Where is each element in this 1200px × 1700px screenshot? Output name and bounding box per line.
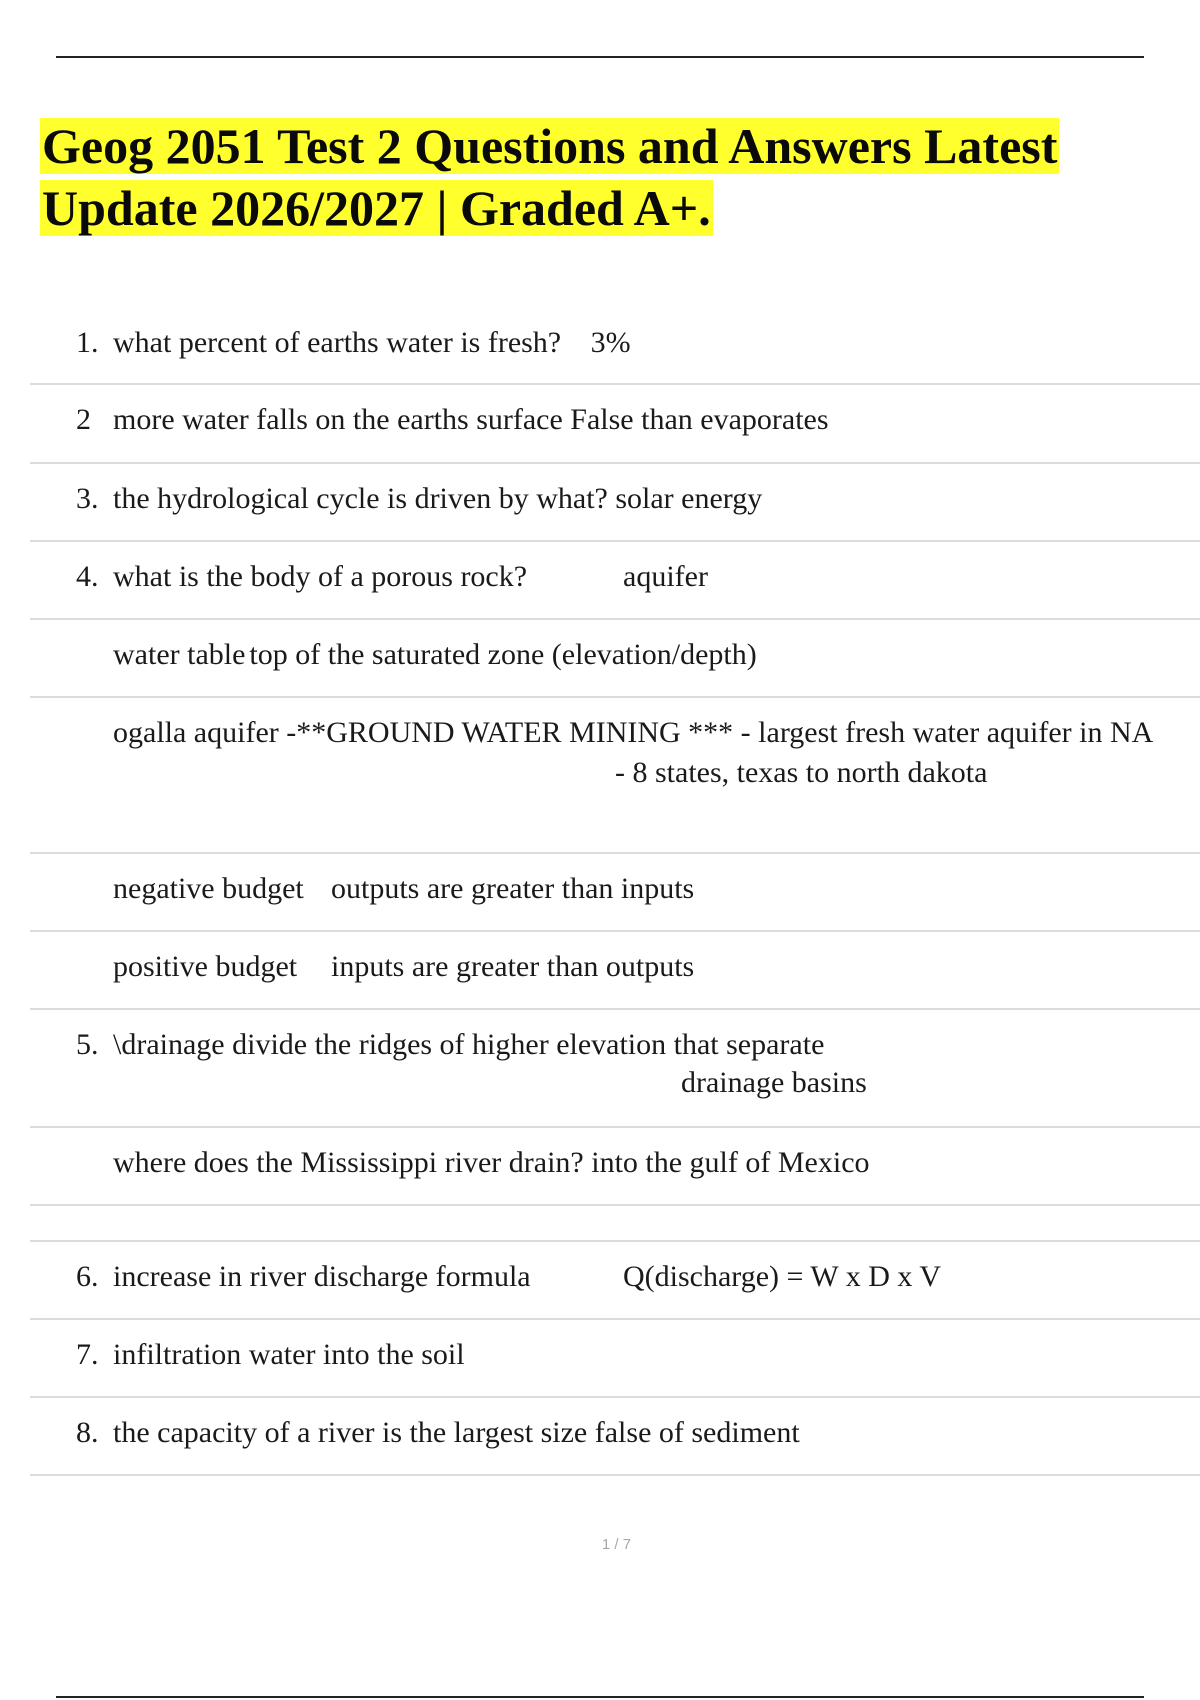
- qa-row-empty: [30, 1206, 1200, 1242]
- qa-row: [30, 932, 1200, 1010]
- term-text: positive budget: [113, 950, 298, 983]
- question-text-continued: of sediment: [658, 1416, 800, 1449]
- top-rule: [56, 56, 1144, 58]
- answer-text: solar energy: [615, 482, 763, 515]
- answer-text: false: [594, 1416, 652, 1449]
- question-number: 7.: [76, 1338, 99, 1371]
- term-text: ogalla aquifer -: [113, 716, 297, 749]
- definition-text: top of the saturated zone (elevation/depth): [249, 638, 757, 671]
- question-number: 2: [76, 403, 91, 436]
- question-number: 5.: [76, 1028, 99, 1061]
- question-text: what is the body of a porous rock?: [113, 560, 528, 593]
- question-number: 6.: [76, 1260, 99, 1293]
- answer-text: False: [570, 403, 634, 436]
- answer-text: aquifer: [623, 560, 708, 593]
- question-text: what percent of earths water is fresh?: [113, 326, 562, 359]
- qa-row: [30, 620, 1200, 698]
- question-number: 8.: [76, 1416, 99, 1449]
- qa-row: [30, 542, 1200, 620]
- question-number: 3.: [76, 482, 99, 515]
- qa-row: [30, 1242, 1200, 1320]
- question-text: where does the Mississippi river drain?: [113, 1146, 584, 1179]
- question-text: the capacity of a river is the largest size: [113, 1416, 588, 1449]
- question-number: 1.: [76, 326, 99, 359]
- answer-text: 3%: [590, 326, 631, 359]
- qa-row: [30, 854, 1200, 932]
- definition-continued: drainage basins: [681, 1066, 867, 1099]
- question-text: more water falls on the earths surface: [113, 403, 563, 436]
- qa-row: [30, 385, 1200, 464]
- term-text: \drainage divide: [113, 1028, 308, 1061]
- question-text: increase in river discharge formula: [113, 1260, 531, 1293]
- definition-text: outputs are greater than inputs: [331, 872, 695, 905]
- question-text-continued: than evaporates: [641, 403, 829, 436]
- definition-text: **GROUND WATER MINING *** - largest fresh water aquifer in NA: [296, 716, 1154, 749]
- definition-text: the ridges of higher elevation that separate: [314, 1028, 825, 1061]
- qa-list: [30, 308, 1200, 1476]
- qa-row: [30, 1398, 1200, 1476]
- qa-row: [30, 464, 1200, 542]
- question-text: the hydrological cycle is driven by what?: [113, 482, 608, 515]
- qa-row: [30, 1320, 1200, 1398]
- qa-row: [30, 1128, 1200, 1206]
- definition-continued: - 8 states, texas to north dakota: [615, 756, 988, 789]
- title-line-2: Update 2026/2027 | Graded A+.: [42, 180, 711, 236]
- term-text: water table: [113, 638, 246, 671]
- definition-text: inputs are greater than outputs: [331, 950, 695, 983]
- qa-row: [30, 308, 1200, 385]
- answer-text: Q(discharge) = W x D x V: [623, 1260, 941, 1293]
- question-number: 4.: [76, 560, 99, 593]
- qa-row: [30, 698, 1200, 854]
- term-text: infiltration: [113, 1338, 242, 1371]
- bottom-rule: [56, 1696, 1144, 1698]
- definition-text: water into the soil: [248, 1338, 465, 1371]
- title-line-1: Geog 2051 Test 2 Questions and Answers Latest: [42, 118, 1058, 174]
- term-text: negative budget: [113, 872, 304, 905]
- answer-text: into the gulf of Mexico: [591, 1146, 870, 1179]
- document-title: [40, 115, 1160, 239]
- qa-row: [30, 1010, 1200, 1128]
- page-indicator: 1 / 7: [601, 1536, 632, 1553]
